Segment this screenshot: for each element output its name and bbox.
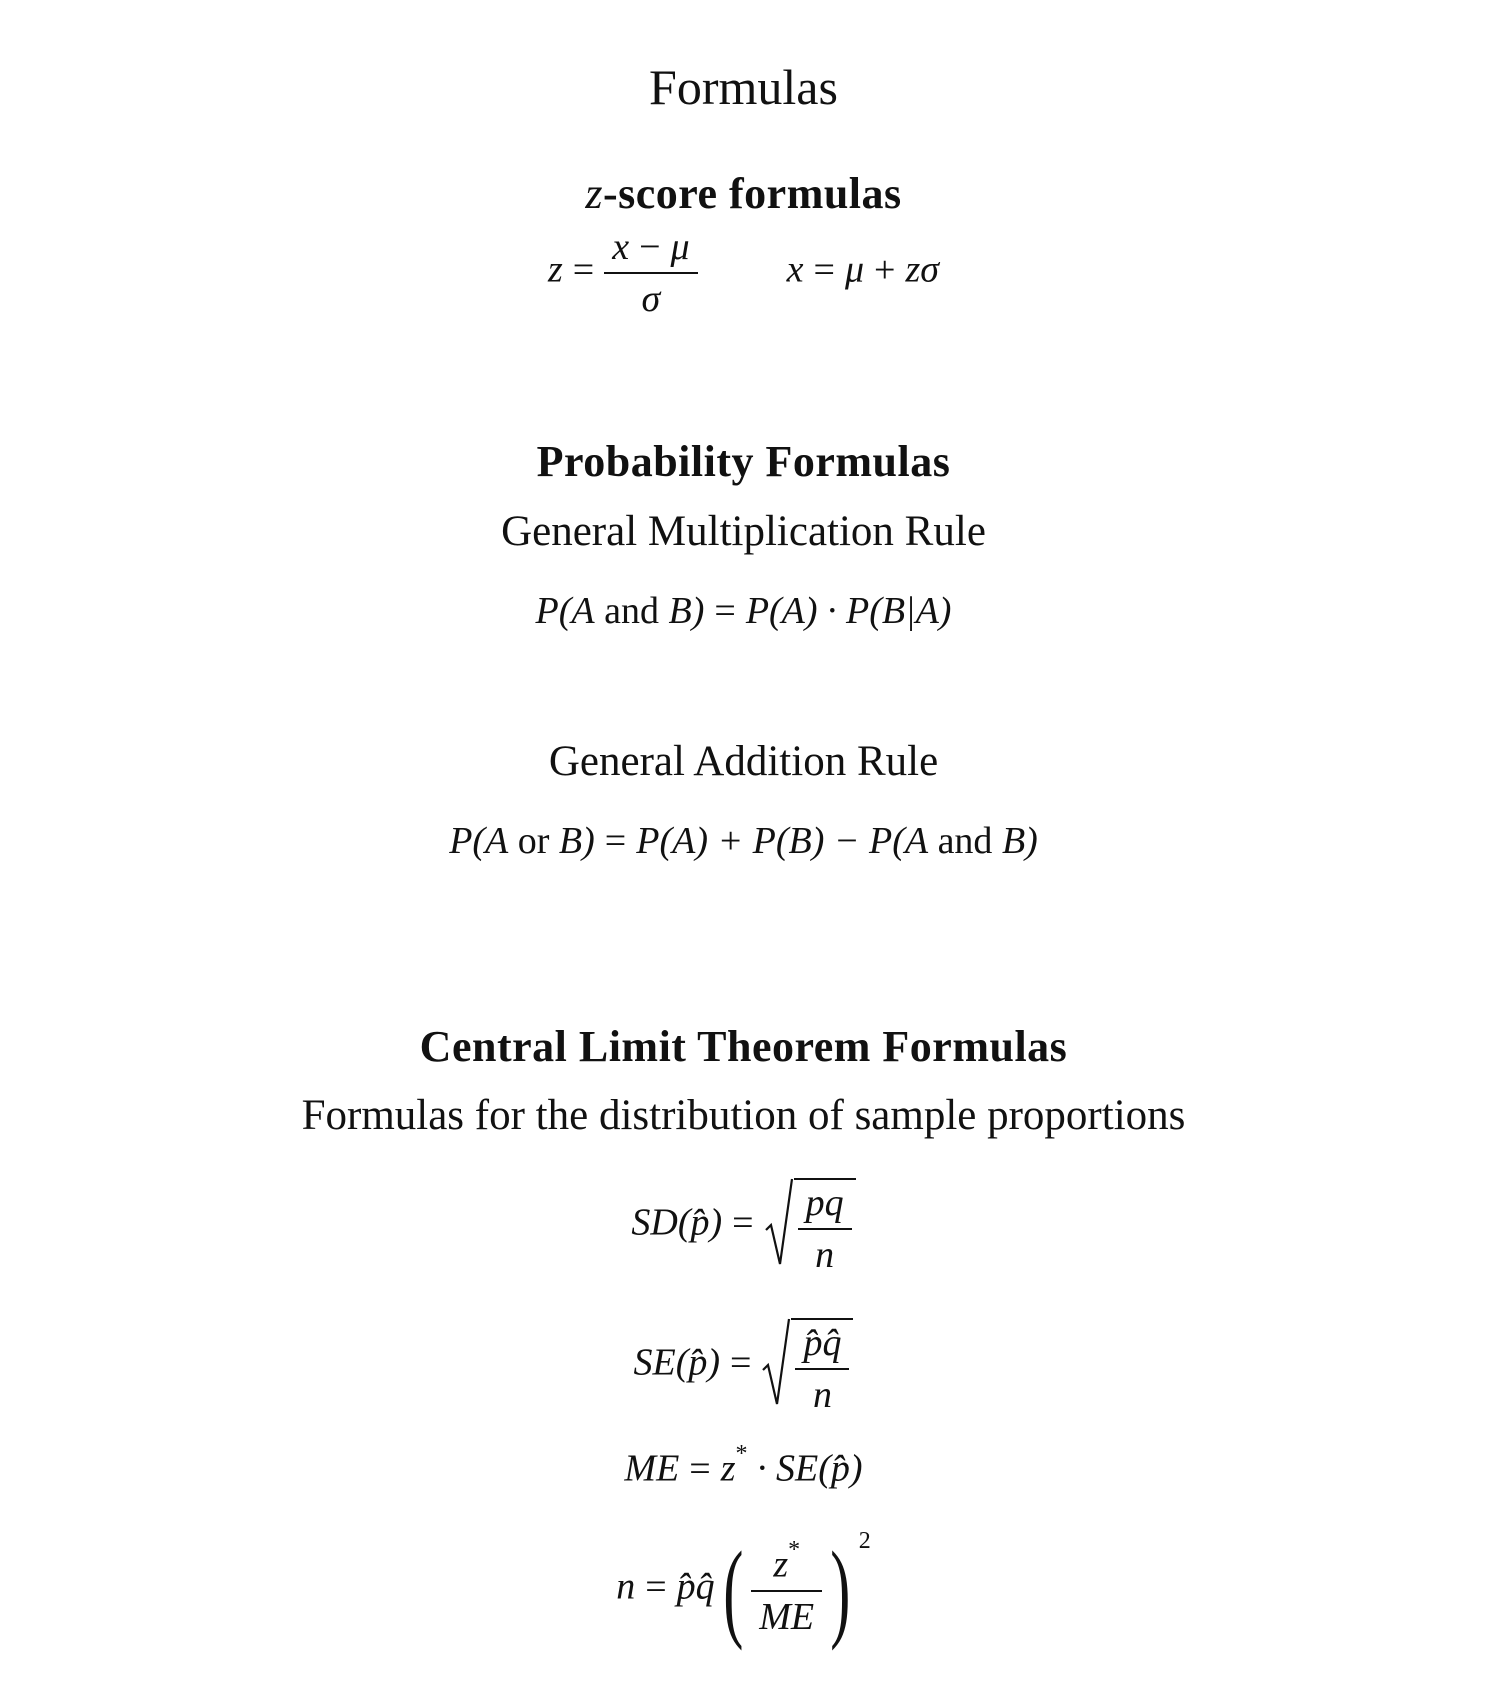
se-lhs: SE(p̂) <box>633 1341 721 1384</box>
mult-lhs-open: P(A <box>535 590 595 632</box>
add-lhs-close: B) <box>558 820 595 862</box>
me-z: z <box>720 1447 736 1490</box>
zscore-numerator <box>604 228 697 266</box>
zscore-fraction <box>604 228 697 318</box>
zscore-z: z <box>548 248 563 291</box>
zscore-mu: μ <box>670 226 690 268</box>
zscore-fraction-bar <box>604 272 697 274</box>
zscore-heading-text: -score formulas <box>602 169 902 218</box>
se-fraction-bar <box>795 1368 849 1370</box>
add-and: and <box>937 820 993 862</box>
se-denominator: n <box>812 1374 832 1416</box>
zscore-denominator: σ <box>641 278 661 320</box>
mult-rhs: P(A) · P(B|A) <box>745 590 952 632</box>
n-numerator <box>751 1537 822 1586</box>
add-lhs-open: P(A <box>449 820 509 862</box>
clt-heading: Central Limit Theorem Formulas <box>419 1022 1068 1071</box>
sd-lhs: SD(p̂) <box>631 1201 723 1244</box>
n-fraction-bar <box>751 1590 822 1592</box>
n-lhs: n <box>616 1565 636 1608</box>
mult-equals: = <box>714 590 736 632</box>
mult-and: and <box>604 590 659 632</box>
me-star: * <box>735 1441 748 1467</box>
add-rhs-b: B) <box>1001 820 1038 862</box>
sample-size-formula <box>0 1528 1487 1651</box>
sqrt-sign-icon <box>764 1178 794 1270</box>
addition-rule-title: General Addition Rule <box>548 738 939 785</box>
right-paren: ) <box>830 1529 851 1651</box>
sd-denominator: n <box>815 1234 835 1276</box>
sd-radicand <box>794 1178 856 1274</box>
se-sqrt <box>761 1318 853 1414</box>
sd-fraction <box>798 1184 852 1274</box>
n-fraction <box>751 1537 822 1638</box>
sd-equals: = <box>732 1201 754 1244</box>
se-formula <box>0 1318 1487 1414</box>
probability-heading: Probability Formulas <box>536 437 951 486</box>
me-equals: = <box>689 1447 711 1490</box>
zscore-minus: − <box>639 226 661 268</box>
me-rhs: · SE(p̂) <box>757 1447 863 1490</box>
zscore-x: x <box>612 226 630 268</box>
n-denominator: ME <box>759 1595 815 1638</box>
n-num-star: * <box>788 1537 801 1564</box>
clt-subtitle: Formulas for the distribution of sample proportions <box>301 1092 1186 1139</box>
mult-lhs-close: B) <box>668 590 705 632</box>
n-power: 2 <box>858 1528 871 1554</box>
sd-formula <box>0 1178 1487 1274</box>
add-or: or <box>517 820 550 862</box>
xform-plus: + <box>874 248 896 291</box>
sd-numerator: pq <box>805 1182 844 1224</box>
add-rhs-a: P(A) + P(B) − P(A <box>636 820 929 862</box>
page-title: Formulas <box>649 59 838 115</box>
se-radicand <box>791 1318 853 1414</box>
se-numerator: p̂q̂ <box>803 1322 842 1364</box>
xform-x: x <box>786 248 804 291</box>
n-equals: = <box>645 1565 667 1608</box>
xform-mu: μ <box>844 248 865 291</box>
left-paren: ( <box>722 1529 744 1651</box>
zscore-equals: = <box>572 248 595 291</box>
n-pq: p̂q̂ <box>676 1565 715 1608</box>
zscore-formulas <box>0 228 1487 318</box>
xform-zsigma: zσ <box>905 248 939 291</box>
multiplication-rule-formula <box>0 592 1487 630</box>
sd-fraction-bar <box>798 1228 852 1230</box>
se-equals: = <box>730 1341 752 1384</box>
sd-sqrt <box>764 1178 856 1274</box>
me-lhs: ME <box>624 1447 680 1490</box>
xform-equals: = <box>813 248 835 291</box>
se-fraction <box>795 1324 849 1414</box>
addition-rule-formula <box>0 822 1487 860</box>
zscore-heading <box>0 169 1487 218</box>
sqrt-sign-icon <box>761 1318 791 1410</box>
zscore-heading-var: z <box>585 169 603 218</box>
n-num-z: z <box>773 1543 789 1586</box>
add-equals: = <box>604 820 627 862</box>
multiplication-rule-title: General Multiplication Rule <box>501 508 986 555</box>
me-formula <box>0 1441 1487 1490</box>
